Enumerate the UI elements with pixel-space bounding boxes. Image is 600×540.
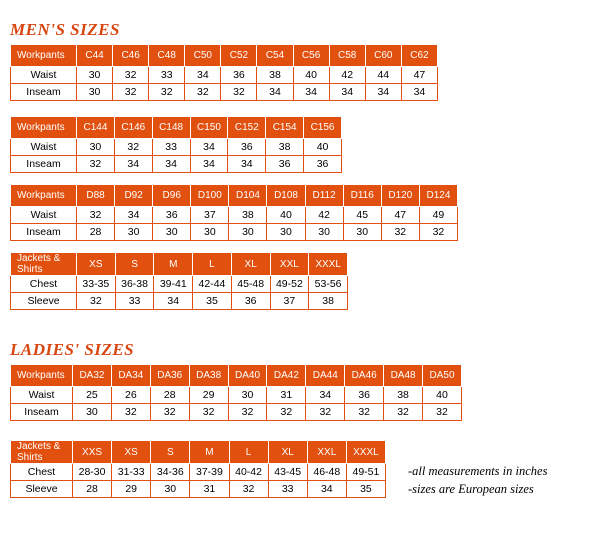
- cell: 42-44: [193, 276, 232, 293]
- cell: 53-56: [309, 276, 348, 293]
- column-header: XS: [77, 253, 116, 276]
- column-header: XXXL: [346, 441, 385, 464]
- table-ladies-jackets-shirts: [10, 440, 386, 498]
- column-header: C144: [77, 117, 115, 139]
- column-header: XXL: [270, 253, 309, 276]
- cell: 28: [73, 481, 112, 498]
- ladies-sizes-heading: LADIES' SIZES: [10, 340, 135, 359]
- cell: 32: [228, 404, 267, 421]
- cell: 38: [257, 67, 293, 84]
- column-header: C46: [113, 45, 149, 67]
- column-header: C148: [152, 117, 190, 139]
- cell: 30: [115, 224, 153, 241]
- column-header: D100: [191, 185, 229, 207]
- cell: 38: [384, 387, 423, 404]
- cell: 49-52: [270, 276, 309, 293]
- column-header: DA40: [228, 365, 267, 387]
- cell: 32: [384, 404, 423, 421]
- cell: 37: [270, 293, 309, 310]
- row-label: Chest: [11, 276, 77, 293]
- cell: 38: [309, 293, 348, 310]
- cell: 36: [153, 207, 191, 224]
- cell: 31-33: [112, 464, 151, 481]
- cell: 34: [154, 293, 193, 310]
- cell: 40: [304, 139, 342, 156]
- column-header: D124: [419, 185, 457, 207]
- table-row: [11, 293, 348, 310]
- column-header: XL: [231, 253, 270, 276]
- column-header: D88: [77, 185, 115, 207]
- cell: 28-30: [73, 464, 112, 481]
- cell: 44: [365, 67, 401, 84]
- cell: 32: [114, 139, 152, 156]
- cell: 34: [114, 156, 152, 173]
- cell: 32: [113, 67, 149, 84]
- column-header: C60: [365, 45, 401, 67]
- cell: 34: [190, 156, 228, 173]
- cell: 30: [153, 224, 191, 241]
- column-header: C156: [304, 117, 342, 139]
- cell: 30: [229, 224, 267, 241]
- cell: 25: [73, 387, 112, 404]
- cell: 34: [365, 84, 401, 101]
- cell: 34: [307, 481, 346, 498]
- cell: 36: [231, 293, 270, 310]
- note-line: -all measurements in inches: [408, 464, 548, 478]
- column-header: XL: [268, 441, 307, 464]
- cell: 43-45: [268, 464, 307, 481]
- column-header: D112: [305, 185, 343, 207]
- column-header: S: [151, 441, 190, 464]
- cell: 34: [115, 207, 153, 224]
- cell: 40: [267, 207, 305, 224]
- cell: 32: [267, 404, 306, 421]
- row-label: Sleeve: [11, 293, 77, 310]
- cell: 32: [185, 84, 221, 101]
- cell: 30: [73, 404, 112, 421]
- mens-sizes-heading: MEN'S SIZES: [10, 20, 120, 39]
- column-header: XS: [112, 441, 151, 464]
- cell: 30: [191, 224, 229, 241]
- cell: 29: [189, 387, 228, 404]
- measurement-notes: [408, 462, 547, 498]
- header-corner-line1: Jackets &: [17, 253, 61, 264]
- header-corner-line2: Shirts: [17, 264, 43, 275]
- row-label: Waist: [11, 207, 77, 224]
- header-corner: Workpants: [11, 117, 77, 139]
- column-header: C150: [190, 117, 228, 139]
- cell: 32: [113, 84, 149, 101]
- table-row: [11, 404, 462, 421]
- column-header: C44: [77, 45, 113, 67]
- cell: 29: [112, 481, 151, 498]
- column-header: C58: [329, 45, 365, 67]
- cell: 32: [306, 404, 345, 421]
- cell: 35: [346, 481, 385, 498]
- table-row: [11, 464, 386, 481]
- column-header: C62: [401, 45, 437, 67]
- row-label: Inseam: [11, 156, 77, 173]
- column-header: L: [229, 441, 268, 464]
- cell: 32: [221, 84, 257, 101]
- cell: 47: [381, 207, 419, 224]
- cell: 32: [77, 207, 115, 224]
- cell: 26: [111, 387, 150, 404]
- cell: 30: [343, 224, 381, 241]
- table-row: [11, 156, 342, 173]
- table-row: [11, 139, 342, 156]
- cell: 32: [150, 404, 189, 421]
- column-header: D120: [381, 185, 419, 207]
- cell: 36: [304, 156, 342, 173]
- column-header: C154: [266, 117, 304, 139]
- column-header: C50: [185, 45, 221, 67]
- column-header: DA36: [150, 365, 189, 387]
- row-label: Inseam: [11, 224, 77, 241]
- header-corner: [11, 253, 77, 276]
- cell: 40: [293, 67, 329, 84]
- cell: 49-51: [346, 464, 385, 481]
- cell: 36: [345, 387, 384, 404]
- cell: 40: [423, 387, 462, 404]
- cell: 30: [77, 67, 113, 84]
- cell: 36: [221, 67, 257, 84]
- cell: 36: [228, 139, 266, 156]
- cell: 34: [329, 84, 365, 101]
- column-header: DA32: [73, 365, 112, 387]
- table-row: [11, 481, 386, 498]
- cell: 42: [305, 207, 343, 224]
- column-header: C48: [149, 45, 185, 67]
- table-header-row: [11, 253, 348, 276]
- cell: 46-48: [307, 464, 346, 481]
- table-mens-jackets-shirts: [10, 252, 348, 310]
- cell: 32: [419, 224, 457, 241]
- table-row: [11, 207, 458, 224]
- table-row: [11, 224, 458, 241]
- column-header: D104: [229, 185, 267, 207]
- column-header: D96: [153, 185, 191, 207]
- row-label: Waist: [11, 139, 77, 156]
- cell: 30: [77, 139, 115, 156]
- table-mens-workpants-c: [10, 44, 438, 101]
- cell: 34: [185, 67, 221, 84]
- column-header: S: [115, 253, 154, 276]
- row-label: Sleeve: [11, 481, 73, 498]
- column-header: XXL: [307, 441, 346, 464]
- cell: 32: [189, 404, 228, 421]
- table-mens-workpants-c1xx: [10, 116, 342, 173]
- cell: 31: [267, 387, 306, 404]
- column-header: XXS: [73, 441, 112, 464]
- cell: 31: [190, 481, 229, 498]
- cell: 40-42: [229, 464, 268, 481]
- column-header: C152: [228, 117, 266, 139]
- cell: 34: [152, 156, 190, 173]
- cell: 37-39: [190, 464, 229, 481]
- column-header: C146: [114, 117, 152, 139]
- row-label: Waist: [11, 387, 73, 404]
- cell: 34: [190, 139, 228, 156]
- cell: 34: [228, 156, 266, 173]
- column-header: D116: [343, 185, 381, 207]
- column-header: DA48: [384, 365, 423, 387]
- header-corner: [11, 441, 73, 464]
- cell: 30: [305, 224, 343, 241]
- column-header: D92: [115, 185, 153, 207]
- cell: 32: [77, 156, 115, 173]
- cell: 34: [293, 84, 329, 101]
- table-row: [11, 276, 348, 293]
- cell: 34-36: [151, 464, 190, 481]
- table-row: [11, 67, 438, 84]
- table-ladies-workpants: [10, 364, 462, 421]
- table-row: [11, 387, 462, 404]
- row-label: Inseam: [11, 84, 77, 101]
- column-header: M: [190, 441, 229, 464]
- cell: 28: [150, 387, 189, 404]
- row-label: Waist: [11, 67, 77, 84]
- table-header-row: [11, 117, 342, 139]
- header-corner-line1: Jackets &: [17, 441, 61, 452]
- column-header: D108: [267, 185, 305, 207]
- table-mens-workpants-d: [10, 184, 458, 241]
- header-corner: Workpants: [11, 365, 73, 387]
- column-header: L: [193, 253, 232, 276]
- cell: 47: [401, 67, 437, 84]
- cell: 33: [115, 293, 154, 310]
- header-corner: Workpants: [11, 185, 77, 207]
- cell: 33: [152, 139, 190, 156]
- row-label: Chest: [11, 464, 73, 481]
- column-header: DA46: [345, 365, 384, 387]
- header-corner-line2: Shirts: [17, 452, 43, 463]
- column-header: DA50: [423, 365, 462, 387]
- cell: 38: [266, 139, 304, 156]
- table-header-row: [11, 45, 438, 67]
- cell: 32: [77, 293, 116, 310]
- cell: 32: [381, 224, 419, 241]
- column-header: DA42: [267, 365, 306, 387]
- cell: 33-35: [77, 276, 116, 293]
- row-label: Inseam: [11, 404, 73, 421]
- cell: 34: [401, 84, 437, 101]
- column-header: DA44: [306, 365, 345, 387]
- table-row: [11, 84, 438, 101]
- table-header-row: [11, 185, 458, 207]
- cell: 32: [111, 404, 150, 421]
- cell: 35: [193, 293, 232, 310]
- cell: 39-41: [154, 276, 193, 293]
- table-header-row: [11, 365, 462, 387]
- cell: 36: [266, 156, 304, 173]
- cell: 34: [306, 387, 345, 404]
- cell: 38: [229, 207, 267, 224]
- column-header: C54: [257, 45, 293, 67]
- cell: 49: [419, 207, 457, 224]
- cell: 30: [267, 224, 305, 241]
- cell: 30: [77, 84, 113, 101]
- cell: 42: [329, 67, 365, 84]
- column-header: DA34: [111, 365, 150, 387]
- cell: 30: [151, 481, 190, 498]
- header-corner: Workpants: [11, 45, 77, 67]
- cell: 32: [345, 404, 384, 421]
- cell: 32: [423, 404, 462, 421]
- cell: 33: [149, 67, 185, 84]
- cell: 45-48: [231, 276, 270, 293]
- cell: 28: [77, 224, 115, 241]
- cell: 37: [191, 207, 229, 224]
- cell: 34: [257, 84, 293, 101]
- cell: 30: [228, 387, 267, 404]
- cell: 33: [268, 481, 307, 498]
- table-header-row: [11, 441, 386, 464]
- column-header: C52: [221, 45, 257, 67]
- cell: 45: [343, 207, 381, 224]
- column-header: XXXL: [309, 253, 348, 276]
- cell: 36-38: [115, 276, 154, 293]
- column-header: M: [154, 253, 193, 276]
- cell: 32: [229, 481, 268, 498]
- column-header: C56: [293, 45, 329, 67]
- cell: 32: [149, 84, 185, 101]
- column-header: DA38: [189, 365, 228, 387]
- note-line: -sizes are European sizes: [408, 482, 534, 496]
